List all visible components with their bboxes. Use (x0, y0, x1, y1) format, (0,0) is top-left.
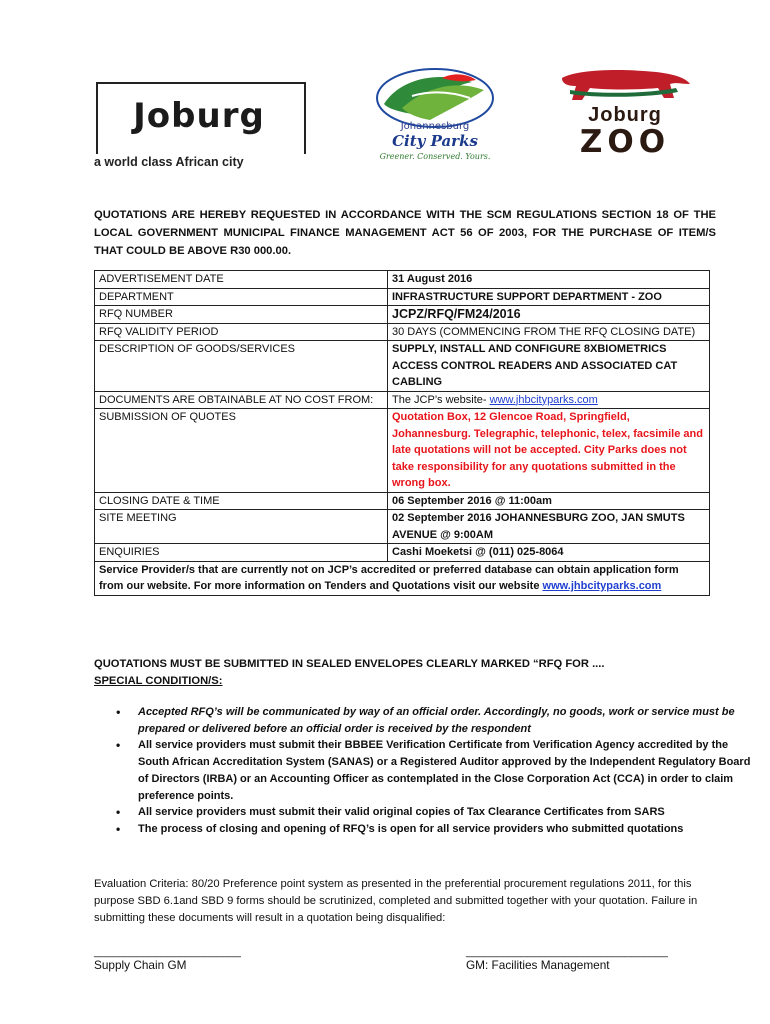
table-row (95, 510, 710, 544)
enquiries-value: Cashi Moeketsi @ (011) 025-8064 (388, 544, 710, 562)
submission-value: Quotation Box, 12 Glencoe Road, Springfield, Johannesburg. Telegraphic, telephonic, telex, facsimile and late quotations will not be accepted. City Parks does not take responsibility for any quotations submitted in the wrong box. (388, 409, 710, 493)
table-row (95, 271, 710, 289)
closing-value: 06 September 2016 @ 11:00am (388, 492, 710, 510)
site-meeting-value: 02 September 2016 JOHANNESBURG ZOO, JAN SMUTS AVENUE @ 9:00AM (388, 510, 710, 544)
site-meeting-label: SITE MEETING (95, 510, 388, 544)
signature-label-right: GM: Facilities Management (466, 958, 610, 972)
city-parks-line1: Johannesburg (400, 121, 470, 132)
rfq-details-table (94, 270, 710, 596)
joburg-zoo-logo (556, 68, 694, 160)
description-label: DESCRIPTION OF GOODS/SERVICES (95, 341, 388, 392)
website-link[interactable]: www.jhbcityparks.com (489, 393, 598, 406)
list-item: • All service providers must submit their BBBEE Verification Certificate from Verification Agency accredited by the South African Accreditation System (SANAS) or a Registered Auditor approved by the Independent Regulatory Board of Directors (IRBA) or an Accounting Officer as contemplated in the Close Corporation Act (CCA) in order to claim preference points. (138, 737, 758, 804)
joburg-wordmark: Joburg (133, 96, 265, 136)
special-conditions-list (94, 704, 758, 838)
table-row (95, 492, 710, 510)
zoo-animal-icon (556, 68, 694, 108)
table-row (95, 306, 710, 324)
advertisement-date-label: ADVERTISEMENT DATE (95, 271, 388, 289)
city-parks-emblem-icon (372, 68, 498, 128)
table-row (95, 391, 710, 409)
joburg-logo (88, 82, 310, 172)
footer-note-text: Service Provider/s that are currently not on JCP’s accredited or preferred database can obtain application form from our website. For more information on Tenders and Quotations visit our website (99, 563, 679, 592)
validity-label: RFQ VALIDITY PERIOD (95, 323, 388, 341)
footer-website-link[interactable]: www.jhbcityparks.com (542, 580, 662, 592)
signature-label-left: Supply Chain GM (94, 958, 187, 972)
description-value: SUPPLY, INSTALL AND CONFIGURE 8XBIOMETRICS ACCESS CONTROL READERS AND ASSOCIATED CAT CABLING (388, 341, 710, 392)
signature-line-right: _________________________________ (466, 946, 668, 958)
documents-value (388, 391, 710, 409)
rfq-number-label: RFQ NUMBER (95, 306, 388, 324)
table-footer-note (95, 561, 710, 595)
department-value: INFRASTRUCTURE SUPPORT DEPARTMENT - ZOO (388, 288, 710, 306)
city-parks-line2: City Parks (392, 132, 478, 150)
closing-label: CLOSING DATE & TIME (95, 492, 388, 510)
special-conditions-heading: SPECIAL CONDITION/S: (94, 675, 223, 687)
enquiries-label: ENQUIRIES (95, 544, 388, 562)
documents-label: DOCUMENTS ARE OBTAINABLE AT NO COST FROM: (95, 391, 388, 409)
table-row (95, 288, 710, 306)
intro-paragraph: QUOTATIONS ARE HEREBY REQUESTED IN ACCORDANCE WITH THE SCM REGULATIONS SECTION 18 OF THE LOCAL GOVERNMENT MUNICIPAL FINANCE MANAGEMENT ACT 56 OF 2003, FOR THE PURCHASE OF ITEM/S THAT COULD BE ABOVE R30 000.00. (94, 209, 716, 257)
signature-line-left: ________________________ (94, 946, 241, 958)
table-row (95, 323, 710, 341)
sealed-envelope-notice (94, 656, 605, 690)
sealed-notice-text: QUOTATIONS MUST BE SUBMITTED IN SEALED ENVELOPES CLEARLY MARKED “RFQ FOR .... (94, 658, 605, 670)
list-item: • The process of closing and opening of RFQ’s is open for all service providers who submitted quotations (138, 821, 758, 838)
zoo-wordmark-line2: ZOO (579, 124, 671, 160)
rfq-number-value: JCPZ/RFQ/FM24/2016 (388, 306, 710, 324)
list-item: • Accepted RFQ’s will be communicated by way of an official order. Accordingly, no goods, work or service must be prepared or delivered before an official order is received by the respondent (138, 704, 758, 737)
city-parks-tagline: Greener. Conserved. Yours. (379, 152, 491, 161)
city-parks-logo (372, 68, 498, 164)
documents-value-prefix: The JCP’s website- (392, 393, 490, 406)
table-row (95, 409, 710, 493)
table-row (95, 561, 710, 595)
zoo-wordmark-line1: Joburg (588, 104, 662, 126)
validity-value: 30 DAYS (COMMENCING FROM THE RFQ CLOSING DATE) (388, 323, 710, 341)
list-item: • All service providers must submit their valid original copies of Tax Clearance Certificates from SARS (138, 804, 758, 821)
department-label: DEPARTMENT (95, 288, 388, 306)
table-row (95, 544, 710, 562)
table-row (95, 341, 710, 392)
evaluation-criteria: Evaluation Criteria: 80/20 Preference point system as presented in the preferential procurement regulations 2011, for this purpose SBD 6.1and SBD 9 forms should be scrutinized, completed and submitted together with your quotation. Failure in submitting these documents will result in a quotation being disqualified: (94, 878, 698, 924)
joburg-tagline: a world class African city (94, 155, 244, 169)
advertisement-date-value: 31 August 2016 (388, 271, 710, 289)
submission-label: SUBMISSION OF QUOTES (95, 409, 388, 493)
